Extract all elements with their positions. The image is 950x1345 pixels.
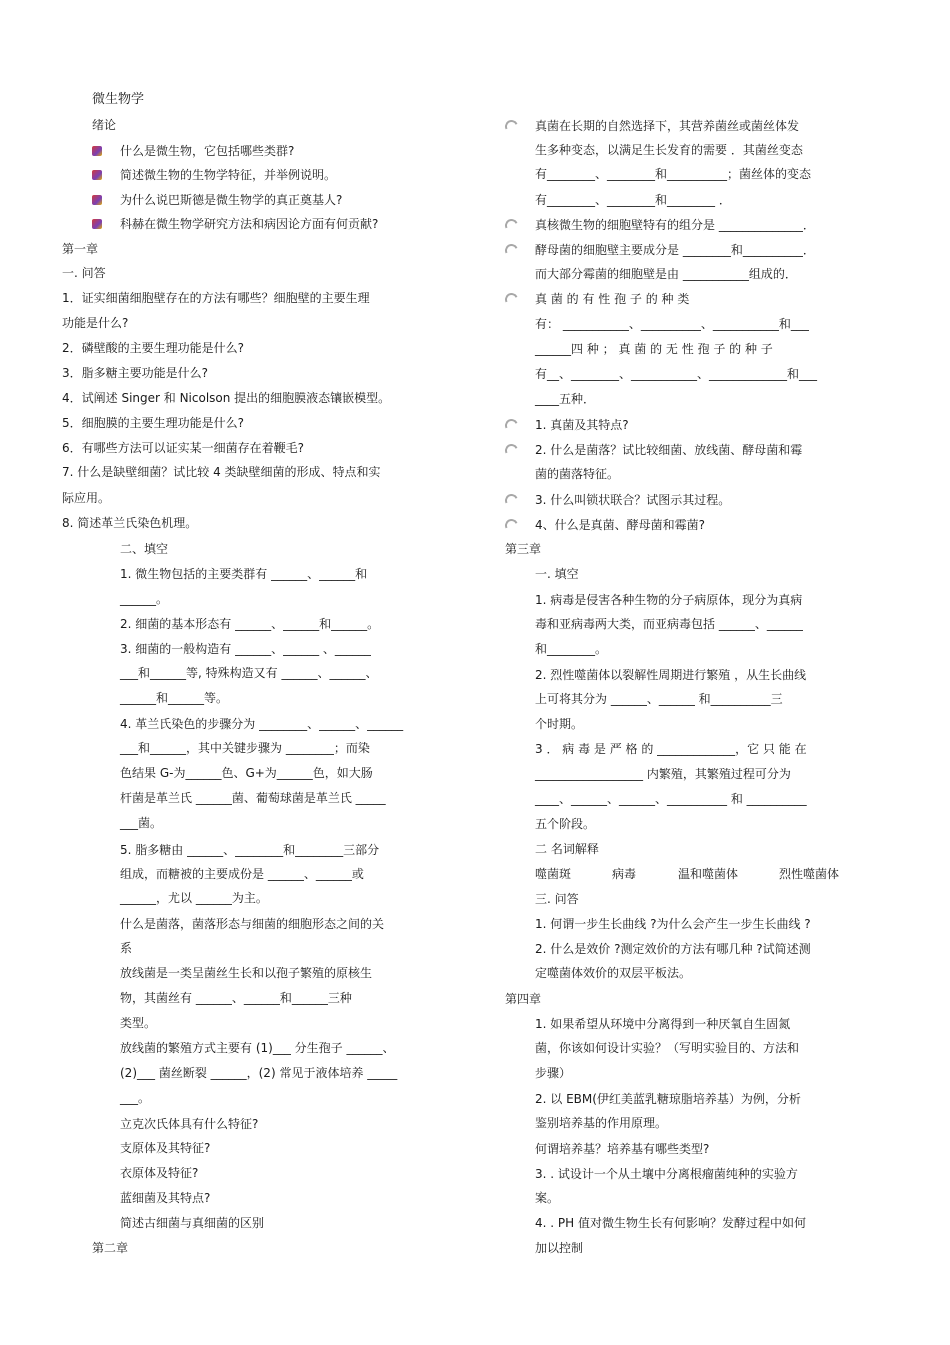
bullet-icon [92,219,102,229]
ch4-line: 3. . 试设计一个从土壤中分离根瘤菌纯种的实验方 [535,1167,798,1181]
term: 烈性噬菌体 [779,867,840,881]
fungi-line: 真菌在长期的自然选择下，其营养菌丝或菌丝体发 [535,119,800,133]
fill-line: ______，尤以 ______为主。 [120,891,268,905]
fill-line: 5. 脂多糖由 ______、________和________三部分 [120,843,380,857]
intro-heading: 绪论 [92,118,117,132]
fill-line: 毒和亚病毒两大类，而亚病毒包括 ______、______ [535,617,803,631]
fill-line: 和________。 [535,642,608,656]
fill-line: ___和______，其中关键步骤为 ________；而染 [120,741,370,755]
qa-line: 1. 何谓一步生长曲线 ?为什么会产生一步生长曲线 ? [535,917,811,931]
qa-line: 1. 真菌及其特点? [535,418,629,432]
ch4-line: 菌，你该如何设计实验？（写明实验目的、方法和 [535,1041,800,1055]
fill-line: 组成，而糖被的主要成份是 ______、______或 [120,867,364,881]
bullet-icon [503,442,520,459]
fill-line: 放线菌的繁殖方式主要有 (1)___ 分生孢子 ______、 [120,1041,395,1055]
bullet-icon [503,217,520,234]
fill-line: ___菌。 [120,816,163,830]
intro-item: 什么是微生物，它包括哪些类群? [120,144,295,158]
bullet-icon [92,195,102,205]
ch4-line: 案。 [535,1191,560,1205]
fungi-line: 有________、________和__________；菌丝体的变态 [535,167,812,181]
qa-line: 2. 什么是菌落？试比较细菌、放线菌、酵母菌和霉 [535,443,803,457]
fill-line: 1. 病毒是侵害各种生物的分子病原体，现分为真病 [535,593,803,607]
wall-line: 真核微生物的细胞壁特有的组分是 ______________． [535,218,815,232]
bullet-icon [503,492,520,509]
fill-line: ___和______等, 特殊构造又有 ______、______、 [120,666,378,680]
fill-line: __________________ 内繁殖，其繁殖过程可分为 [535,767,791,781]
bullet-icon [503,517,520,534]
question-line: 际应用。 [62,491,111,505]
bullet-icon [503,242,520,259]
doc-title: 微生物学 [92,92,145,107]
fill-line: 杆菌是革兰氏 ______菌、葡萄球菌是革兰氏 _____ [120,791,386,805]
term: 病毒 [612,867,637,881]
fill-line: 3 ． 病 毒 是 严 格 的 _____________，它 只 能 在 [535,742,807,756]
bullet-icon [503,118,520,135]
qa-line: 菌的菌落特征。 [535,467,620,481]
fill-line: 色结果 G-为______色、G+为______色，如大肠 [120,766,373,780]
question-line: 2．磷壁酸的主要生理功能是什么? [62,341,245,355]
question-line: 1．证实细菌细胞壁存在的方法有哪些？细胞壁的主要生理 [62,291,370,305]
fill-line: 系 [120,941,133,955]
ch4-line: 加以控制 [535,1241,584,1255]
spore-line: 有： ___________、__________、___________和___ [535,317,809,331]
ch4-line: 步骤） [535,1066,572,1080]
question-line: 功能是什么? [62,316,129,330]
fill-line: (2)___ 菌丝断裂 ______，(2) 常见于液体培养 _____ [120,1066,398,1080]
chapter-heading: 第四章 [505,992,542,1006]
question-line: 3．脂多糖主要功能是什么? [62,366,209,380]
fill-line: 个时期。 [535,717,584,731]
fill-line: 简述古细菌与真细菌的区别 [120,1216,265,1230]
qa-line: 4、什么是真菌、酵母菌和霉菌? [535,518,706,532]
spore-line: 有__、________、___________、_____________和___ [535,367,818,381]
ch4-line: 2. 以 EBM(伊红美蓝乳糖琼脂培养基）为例，分析 [535,1092,801,1106]
fill-line: 衣原体及特征? [120,1166,199,1180]
section-heading: 三. 问答 [535,892,579,906]
section-heading: 一. 填空 [535,567,579,581]
spore-line: 真 菌 的 有 性 孢 子 的 种 类 [535,292,690,306]
ch4-line: 4. . PH 值对微生物生长有何影响？发酵过程中如何 [535,1216,806,1230]
ch4-line: 鉴别培养基的作用原理。 [535,1116,668,1130]
fill-line: 五个阶段。 [535,817,596,831]
fill-line: 支原体及其特征? [120,1141,211,1155]
qa-line: 定噬菌体效价的双层平板法。 [535,966,692,980]
bullet-icon [92,170,102,180]
fill-line: 1. 微生物包括的主要类群有 ______、______和 [120,567,368,581]
fill-line: 立克次氏体具有什么特征? [120,1117,259,1131]
chapter-heading: 第三章 [505,542,542,556]
yeast-line: 而大部分霉菌的细胞壁是由 ___________组成的． [535,267,797,281]
fill-line: 3. 细菌的一般构造有 ______、______ 、______ [120,642,371,656]
fill-line: 2. 烈性噬菌体以裂解性周期进行繁殖 ，从生长曲线 [535,668,807,682]
bullet-icon [503,291,520,308]
term: 温和噬菌体 [678,867,739,881]
fill-line: 4. 革兰氏染色的步骤分为 ________、______、______ [120,717,404,731]
bullet-icon [503,417,520,434]
chapter-heading: 第二章 [92,1241,129,1255]
fill-line: 2. 细菌的基本形态有 ______、______和______。 [120,617,380,631]
question-line: 5．细胞膜的主要生理功能是什么? [62,416,245,430]
yeast-line: 酵母菌的细胞壁主要成分是 ________和__________． [535,243,815,257]
section-heading: 二、填空 [120,542,169,556]
fill-line: 类型。 [120,1016,157,1030]
ch4-line: 何谓培养基？培养基有哪些类型? [535,1142,710,1156]
section-heading: 一. 问答 [62,266,106,280]
question-line: 6．有哪些方法可以证实某一细菌存在着鞭毛? [62,441,305,455]
intro-item: 科赫在微生物学研究方法和病因论方面有何贡献? [120,217,379,231]
intro-item: 为什么说巴斯德是微生物学的真正奠基人? [120,193,343,207]
section-heading: 二 名词解释 [535,842,599,856]
intro-item: 简述微生物的生物学特征，并举例说明。 [120,168,337,182]
question-line: 8. 简述革兰氏染色机理。 [62,516,198,530]
question-line: 7. 什么是缺壁细菌？试比较 4 类缺壁细菌的形成、特点和实 [62,465,381,479]
fill-line: 蓝细菌及其特点? [120,1191,211,1205]
spore-line: ____五种． [535,392,596,406]
fill-line: 物，其菌丝有 ______、______和______三种 [120,991,352,1005]
fill-line: 什么是菌落，菌落形态与细菌的细胞形态之间的关 [120,917,385,931]
bullet-icon [92,146,102,156]
fill-line: 放线菌是一类呈菌丝生长和以孢子繁殖的原核生 [120,966,373,980]
qa-line: 2. 什么是效价 ?测定效价的方法有哪几种 ?试简述测 [535,942,811,956]
fill-line: ____、______、______、__________ 和 __________ [535,792,807,806]
term: 噬菌斑 [535,867,572,881]
fill-line: ___。 [120,1091,151,1105]
fill-line: ______。 [120,592,169,606]
qa-line: 3. 什么叫锁状联合？试图示其过程。 [535,493,731,507]
spore-line: ______四 种 ； 真 菌 的 无 性 孢 子 的 种 子 [535,342,773,356]
fill-line: ______和______等。 [120,691,229,705]
ch4-line: 1. 如果希望从环境中分离得到一种厌氧自生固氮 [535,1017,791,1031]
chapter-heading: 第一章 [62,242,99,256]
fungi-line: 有________、________和________ ． [535,193,731,207]
question-line: 4．试阐述 Singer 和 Nicolson 提出的细胞膜液态镶嵌模型。 [62,391,391,405]
fill-line: 上可将其分为 ______、______ 和__________三 [535,692,783,706]
fungi-line: 生多种变态，以满足生长发育的需要 ．其菌丝变态 [535,143,803,157]
